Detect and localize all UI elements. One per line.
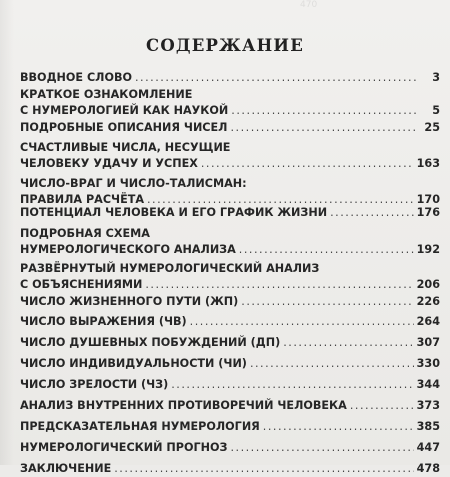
toc-entry-row — [20, 70, 440, 86]
toc-page-number: 176 — [416, 206, 440, 219]
toc-entry-row — [20, 205, 440, 221]
toc-entry-row — [20, 461, 440, 477]
toc-entry — [20, 140, 440, 172]
toc-entry-title-line: ЧИСЛО-ВРАГ И ЧИСЛО-ТАЛИСМАН: — [20, 177, 247, 190]
toc-entry — [20, 419, 440, 435]
toc-entry-title-line: ЧЕЛОВЕКУ УДАЧУ И УСПЕХ — [20, 157, 198, 170]
toc-entry-row — [20, 377, 440, 393]
toc-entry-row — [20, 398, 440, 414]
toc-entry — [20, 120, 440, 136]
toc-entry-title-line: АНАЛИЗ ВНУТРЕННИХ ПРОТИВОРЕЧИЙ ЧЕЛОВЕКА — [20, 399, 347, 412]
toc-entry — [20, 461, 440, 477]
dot-leader — [201, 156, 414, 172]
dot-leader — [239, 242, 414, 258]
toc-page-number: 226 — [416, 295, 440, 308]
toc-entry — [20, 87, 440, 119]
toc-entry-title-line: ПОТЕНЦИАЛ ЧЕЛОВЕКА И ЕГО ГРАФИК ЖИЗНИ — [20, 206, 328, 219]
toc-entry-row — [20, 242, 440, 258]
toc-entry-title-line: НУМЕРОЛОГИЧЕСКОГО АНАЛИЗА — [20, 243, 236, 256]
toc-entry-row — [20, 277, 440, 293]
toc-page-number: 264 — [416, 315, 440, 328]
toc-entry-row — [20, 356, 440, 372]
toc-entry — [20, 314, 440, 330]
toc-entry-title-line: ПРЕДСКАЗАТЕЛЬНАЯ НУМЕРОЛОГИЯ — [20, 420, 260, 433]
toc-page-number: 192 — [416, 243, 440, 256]
toc-entry-row — [20, 335, 440, 351]
dot-leader — [230, 440, 413, 456]
toc-entry — [20, 294, 440, 310]
toc-entry-title-line: КРАТКОЕ ОЗНАКОМЛЕНИЕ — [20, 88, 193, 101]
toc-entry-row — [20, 294, 440, 310]
page-title: СОДЕРЖАНИЕ — [145, 36, 304, 55]
toc-entry — [20, 335, 440, 351]
toc-entry — [20, 226, 440, 258]
toc-entry-row — [20, 156, 440, 172]
toc-entry — [20, 205, 440, 221]
toc-entry-title-line: ЧИСЛО ВЫРАЖЕНИЯ (ЧВ) — [20, 315, 187, 328]
toc-entry-title-line: НУМЕРОЛОГИЧЕСКИЙ ПРОГНОЗ — [20, 441, 228, 454]
toc-entry — [20, 176, 440, 208]
toc-entry-row — [20, 120, 440, 136]
dot-leader — [171, 377, 413, 393]
toc-page-number: 330 — [416, 357, 440, 370]
dot-leader — [231, 103, 417, 119]
toc-page-number: 206 — [416, 278, 440, 291]
toc-entry — [20, 261, 440, 293]
toc-page-number: 170 — [416, 193, 440, 206]
toc-entry-title-line: ЧИСЛО ЗРЕЛОСТИ (ЧЗ) — [20, 378, 169, 391]
toc-entry-title-line: ЧИСЛО ЖИЗНЕННОГО ПУТИ (ЖП) — [20, 295, 239, 308]
dot-leader — [230, 120, 417, 136]
toc-page-number: 5 — [432, 104, 440, 117]
toc-page-number: 344 — [416, 378, 440, 391]
toc-entry-title-line: РАЗВЁРНУТЫЙ НУМЕРОЛОГИЧЕСКИЙ АНАЛИЗ — [20, 262, 320, 275]
dot-leader — [114, 461, 413, 477]
dot-leader — [250, 356, 414, 372]
toc-entry — [20, 440, 440, 456]
dot-leader — [145, 277, 413, 293]
toc-entry-row — [20, 419, 440, 435]
toc-page-number: 373 — [416, 399, 440, 412]
toc-entry-row — [20, 440, 440, 456]
dot-leader — [350, 398, 414, 414]
toc-entry-title-line: ВВОДНОЕ СЛОВО — [20, 71, 132, 84]
toc-entry — [20, 377, 440, 393]
toc-page-number: 3 — [432, 71, 440, 84]
dot-leader — [263, 419, 414, 435]
toc-page-number: 307 — [416, 336, 440, 349]
toc-entry-title-line: СЧАСТЛИВЫЕ ЧИСЛА, НЕСУЩИЕ — [20, 141, 231, 154]
toc-entry-title-line: С ОБЪЯСНЕНИЯМИ — [20, 278, 143, 291]
toc-entry-title-line: С НУМЕРОЛОГИЕЙ КАК НАУКОЙ — [20, 104, 229, 117]
toc-entry — [20, 398, 440, 414]
toc-page-number: 385 — [416, 420, 440, 433]
dot-leader — [283, 335, 413, 351]
dot-leader — [135, 70, 417, 86]
toc-entry — [20, 356, 440, 372]
toc-page-number: 478 — [416, 462, 440, 475]
toc-entry-title-line: ЗАКЛЮЧЕНИЕ — [20, 462, 112, 475]
dot-leader — [241, 294, 413, 310]
toc-entry-title-line: ПОДРОБНАЯ СХЕМА — [20, 227, 150, 240]
toc-entry-row — [20, 103, 440, 119]
toc-page-number: 163 — [416, 157, 440, 170]
toc-page-number: 25 — [424, 121, 440, 134]
dot-leader — [190, 314, 414, 330]
toc-entry-title-line: ЧИСЛО ДУШЕВНЫХ ПОБУЖДЕНИЙ (ДП) — [20, 336, 281, 349]
bleed-through-page-number: 470 — [300, 0, 318, 10]
dot-leader — [330, 205, 414, 221]
toc-page-number: 447 — [416, 441, 440, 454]
toc-entry-title-line: ПОДРОБНЫЕ ОПИСАНИЯ ЧИСЕЛ — [20, 121, 228, 134]
toc-entry-title-line: ЧИСЛО ИНДИВИДУАЛЬНОСТИ (ЧИ) — [20, 357, 247, 370]
toc-entry-row — [20, 314, 440, 330]
toc-entry — [20, 70, 440, 86]
toc-entry-title-line: ПРАВИЛА РАСЧЁТА — [20, 193, 144, 206]
